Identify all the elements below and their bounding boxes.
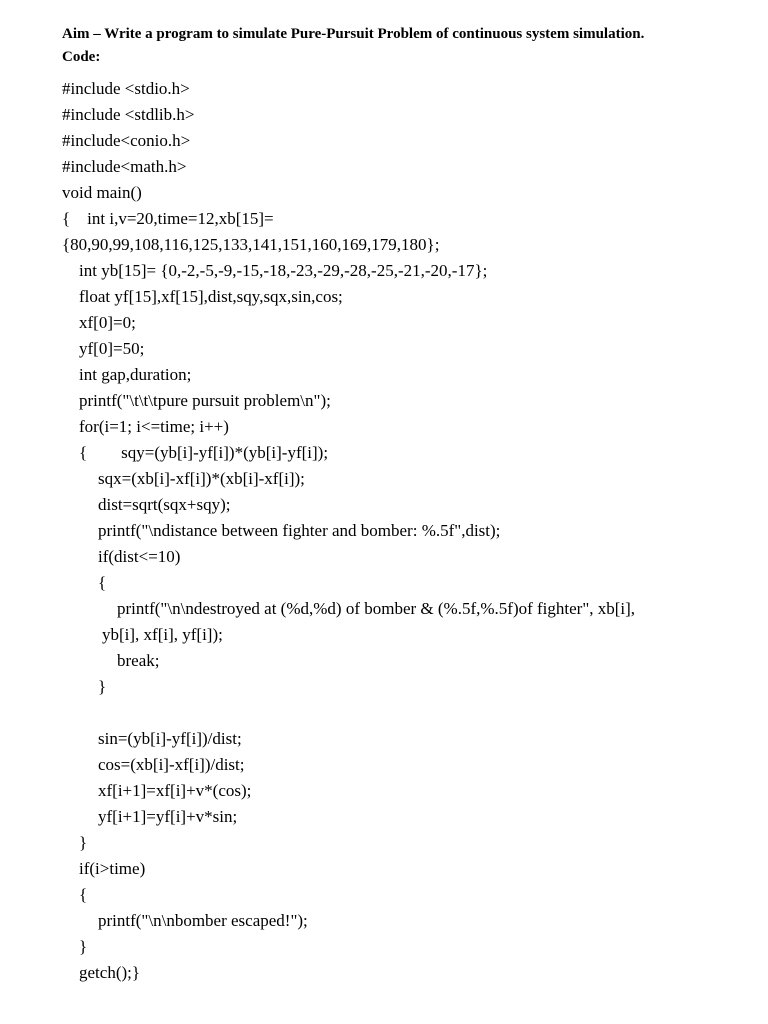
- code-line-23: break;: [117, 651, 160, 670]
- code-line-13: printf("\t\t\tpure pursuit problem\n");: [79, 391, 331, 410]
- code-line-6: { int i,v=20,time=12,xb[15]=: [62, 209, 274, 228]
- code-line-17: dist=sqrt(sqx+sqy);: [98, 495, 231, 514]
- code-line-12: int gap,duration;: [79, 365, 192, 384]
- code-line-32: printf("\n\nbomber escaped!");: [98, 911, 308, 930]
- code-line-31: {: [79, 885, 88, 904]
- code-line-5: void main(): [62, 183, 142, 202]
- code-line-29: }: [79, 833, 88, 852]
- code-line-3: #include<conio.h>: [62, 131, 191, 150]
- code-line-1: #include <stdio.h>: [62, 79, 190, 98]
- code-line-19: if(dist<=10): [98, 547, 181, 566]
- code-line-22: yb[i], xf[i], yf[i]);: [102, 625, 223, 644]
- code-line-27: xf[i+1]=xf[i]+v*(cos);: [98, 781, 252, 800]
- code-line-33: }: [79, 937, 88, 956]
- code-line-34: getch();}: [79, 963, 141, 982]
- code-line-8: int yb[15]= {0,-2,-5,-9,-15,-18,-23,-29,-28,-25,-21,-20,-17};: [79, 261, 488, 280]
- code-line-4: #include<math.h>: [62, 157, 187, 176]
- code-line-20: {: [98, 573, 107, 592]
- code-line-15: { sqy=(yb[i]-yf[i])*(yb[i]-yf[i]);: [79, 443, 329, 462]
- code-line-2: #include <stdlib.h>: [62, 105, 195, 124]
- code-line-16: sqx=(xb[i]-xf[i])*(xb[i]-xf[i]);: [98, 469, 305, 488]
- code-line-9: float yf[15],xf[15],dist,sqy,sqx,sin,cos;: [79, 287, 343, 306]
- code-line-11: yf[0]=50;: [79, 339, 145, 358]
- code-line-25: sin=(yb[i]-yf[i])/dist;: [98, 729, 242, 748]
- code-line-18: printf("\ndistance between fighter and bomber: %.5f",dist);: [98, 521, 501, 540]
- code-line-24: }: [98, 677, 107, 696]
- code-line-21: printf("\n\ndestroyed at (%d,%d) of bomber & (%.5f,%.5f)of fighter", xb[i],: [117, 599, 636, 618]
- code-line-7: {80,90,99,108,116,125,133,141,151,160,169,179,180};: [62, 235, 440, 254]
- code-line-10: xf[0]=0;: [79, 313, 136, 332]
- code-line-30: if(i>time): [79, 859, 146, 878]
- aim-heading: Aim – Write a program to simulate Pure-Pursuit Problem of continuous system simulation.: [62, 26, 645, 42]
- code-line-26: cos=(xb[i]-xf[i])/dist;: [98, 755, 245, 774]
- code-label: Code:: [62, 49, 101, 65]
- code-line-14: for(i=1; i<=time; i++): [79, 417, 229, 436]
- code-line-28: yf[i+1]=yf[i]+v*sin;: [98, 807, 238, 826]
